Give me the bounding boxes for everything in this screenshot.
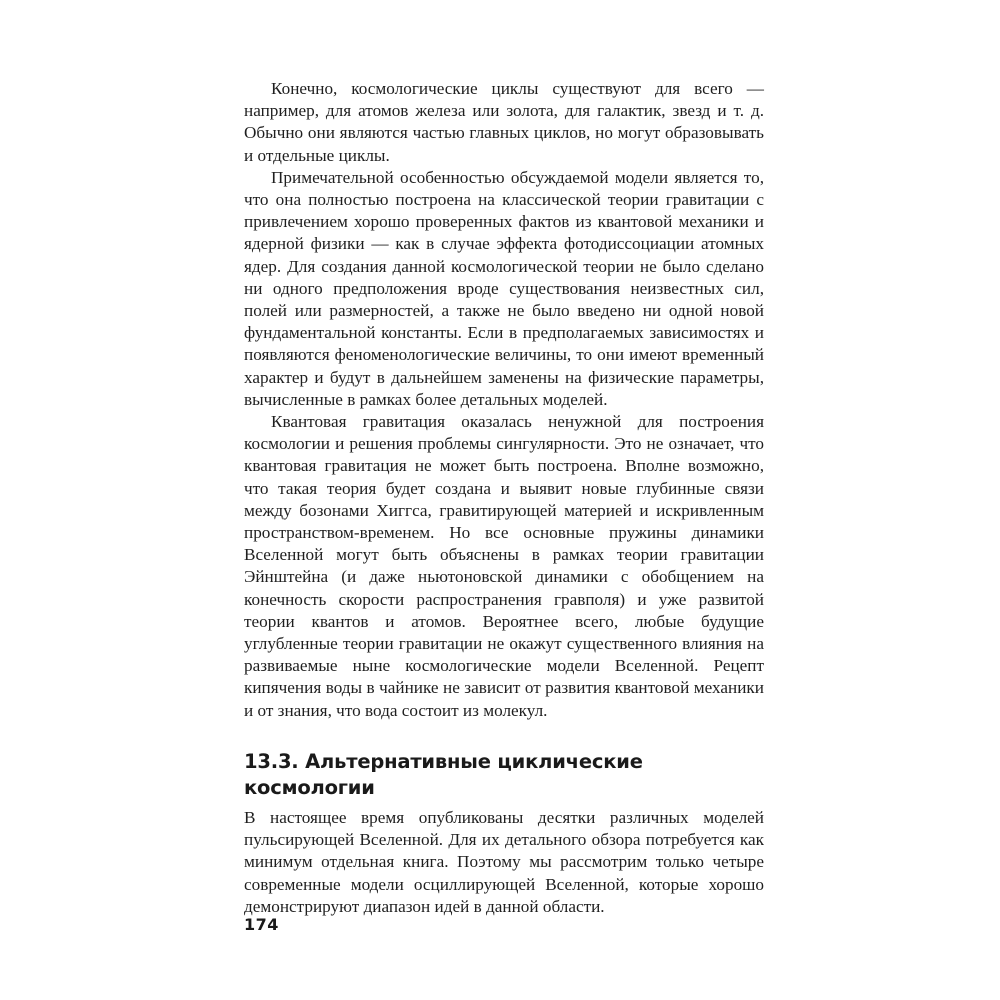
body-paragraph-2: Примечательной особенностью обсуждаемой модели является то, что она полностью построена на классической теории гравитации с привлечением хорошо проверенных фактов из квантовой механики и ядерной физики — как в случае эффекта фотодиссоциации атомных ядер. Для создания данной космологической теории не было сделано ни одного предположения вроде существования неизвестных сил, полей или размерностей, а также не было введено ни одной новой фундаментальной константы. Если в предполагаемых зависимостях и появляются феноменологические величины, то они имеют временный характер и будут в дальнейшем заменены на физические параметры, вычисленные в рамках более детальных моделей. [244, 167, 764, 409]
section-heading: 13.3. Альтернативные циклические космологии [244, 749, 643, 799]
page-number: 174 [244, 915, 279, 934]
page-text-block [244, 78, 764, 918]
section-paragraph: В настоящее время опубликованы десятки различных моделей пульсирующей Вселенной. Для их детального обзора потребуется как минимум отдельная книга. Поэтому мы рассмотрим только четыре современные модели осциллирующей Вселенной, которые хорошо демонстрируют диапазон идей в данной области. [244, 807, 764, 916]
body-paragraph-3: Квантовая гравитация оказалась ненужной для построения космологии и решения проблемы сингулярности. Это не означает, что квантовая гравитация не может быть построена. Вполне возможно, что такая теория будет создана и выявит новые глубинные связи между бозонами Хиггса, гравитирующей материей и искривленным пространством-временем. Но все основные пружины динамики Вселенной могут быть объяснены в рамках теории гравитации Эйнштейна (и даже ньютоновской динамики с обобщением на конечность скорости распространения гравполя) и уже развитой теории квантов и атомов. Вероятнее всего, любые будущие углубленные теории гравитации не окажут существенного влияния на развиваемые ныне космологические модели Вселенной. Рецепт кипячения воды в чайнике не зависит от развития квантовой механики и от знания, что вода состоит из молекул. [244, 412, 764, 720]
body-paragraph-1: Конечно, космологические циклы существуют для всего — например, для атомов железа или золота, для галактик, звезд и т. д. Обычно они являются частью главных циклов, но могут образовывать и отдельные циклы. [244, 79, 764, 165]
